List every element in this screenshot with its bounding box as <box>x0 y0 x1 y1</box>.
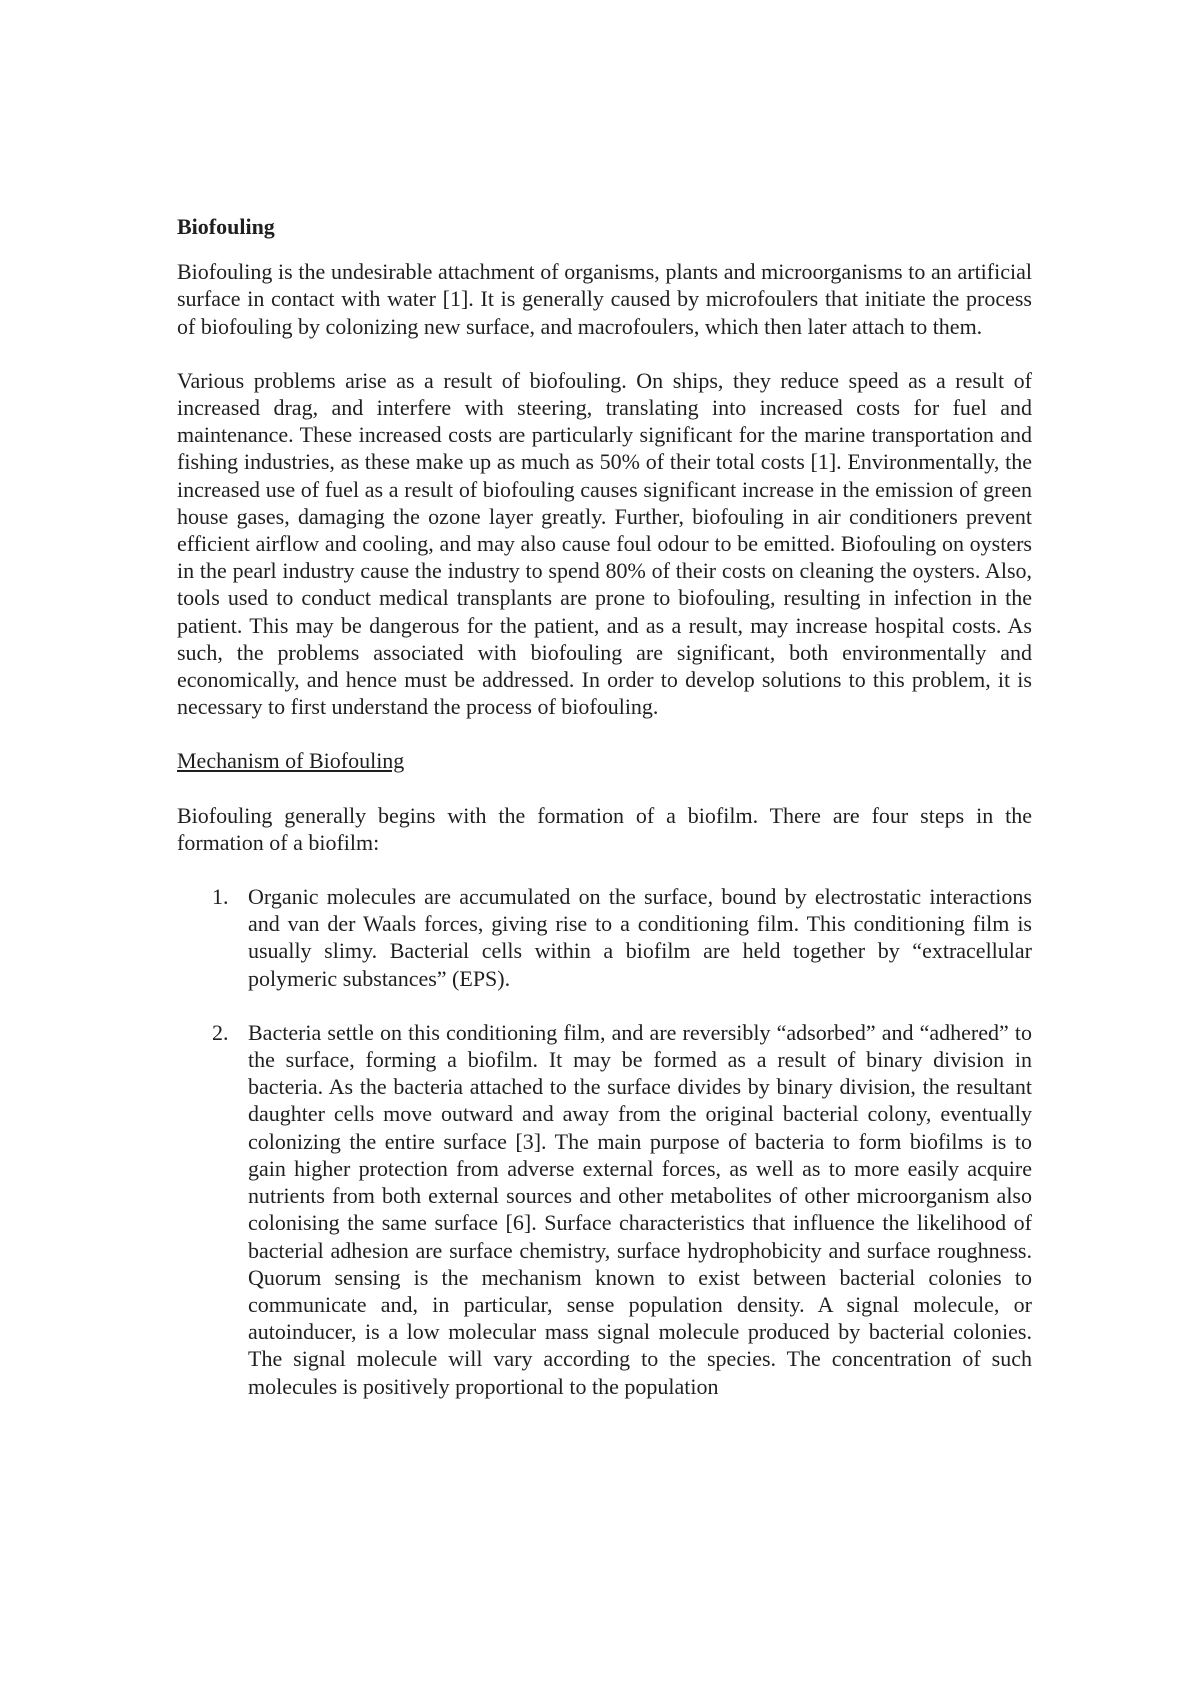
paragraph-problems: Various problems arise as a result of biofouling. On ships, they reduce speed as a result of increased drag, and interfere with steering, translating into increased costs for fuel and maintenance. These increased costs are particularly significant for the marine transportation and fishing industries, as these make up as much as 50% of their total costs [1]. Environmentally, the increased use of fuel as a result of biofouling causes significant increase in the emission of green house gases, damaging the ozone layer greatly. Further, biofouling in air conditioners prevent efficient airflow and cooling, and may also cause foul odour to be emitted. Biofouling on oysters in the pearl industry cause the industry to spend 80% of their costs on cleaning the oysters. Also, tools used to conduct medical transplants are prone to biofouling, resulting in infection in the patient. This may be dangerous for the patient, and as a result, may increase hospital costs. As such, the problems associated with biofouling are significant, both environmentally and economically, and hence must be addressed. In order to develop solutions to this problem, it is necessary to first understand the process of biofouling. <box>177 367 1032 720</box>
list-item-text: Bacteria settle on this conditioning film, and are reversibly “adsorbed” and “adhered” to the surface, forming a biofilm. It may be formed as a result of binary division in bacteria. As the bacteria attached to the surface divides by binary division, the resultant daughter cells move outward and away from the original bacterial colony, eventually colonizing the entire surface [3]. The main purpose of bacteria to form biofilms is to gain higher protection from adverse external forces, as well as to more easily acquire nutrients from both external sources and other metabolites of other microorganism also colonising the same surface [6]. Surface characteristics that influence the likelihood of bacterial adhesion are surface chemistry, surface hydrophobicity and surface roughness. Quorum sensing is the mechanism known to exist between bacterial colonies to communicate and, in particular, sense population density. A signal molecule, or autoinducer, is a low molecular mass signal molecule produced by bacterial colonies. The signal molecule will vary according to the species. The concentration of such molecules is positively proportional to the population <box>248 1019 1032 1399</box>
step-list <box>177 883 1032 1400</box>
list-item-number: 1. <box>212 884 229 910</box>
list-item-text: Organic molecules are accumulated on the surface, bound by electrostatic interactions and van der Waals forces, giving rise to a conditioning film. This conditioning film is usually slimy. Bacterial cells within a biofilm are held together by “extracellular polymeric substances” (EPS). <box>248 884 1032 991</box>
paragraph-definition: Biofouling is the undesirable attachment of organisms, plants and microorganisms to an artificial surface in contact with water [1]. It is generally caused by microfoulers that initiate the process of biofouling by colonizing new surface, and macrofoulers, which then later attach to them. <box>177 259 1032 339</box>
list-item <box>177 883 1032 992</box>
document-page <box>177 213 1032 1427</box>
document-title: Biofouling <box>177 214 275 239</box>
list-item <box>177 1019 1032 1400</box>
list-item-number: 2. <box>212 1019 229 1045</box>
paragraph-intro: Biofouling generally begins with the formation of a biofilm. There are four steps in the formation of a biofilm: <box>177 802 1032 855</box>
section-heading-mechanism: Mechanism of Biofouling <box>177 748 405 774</box>
